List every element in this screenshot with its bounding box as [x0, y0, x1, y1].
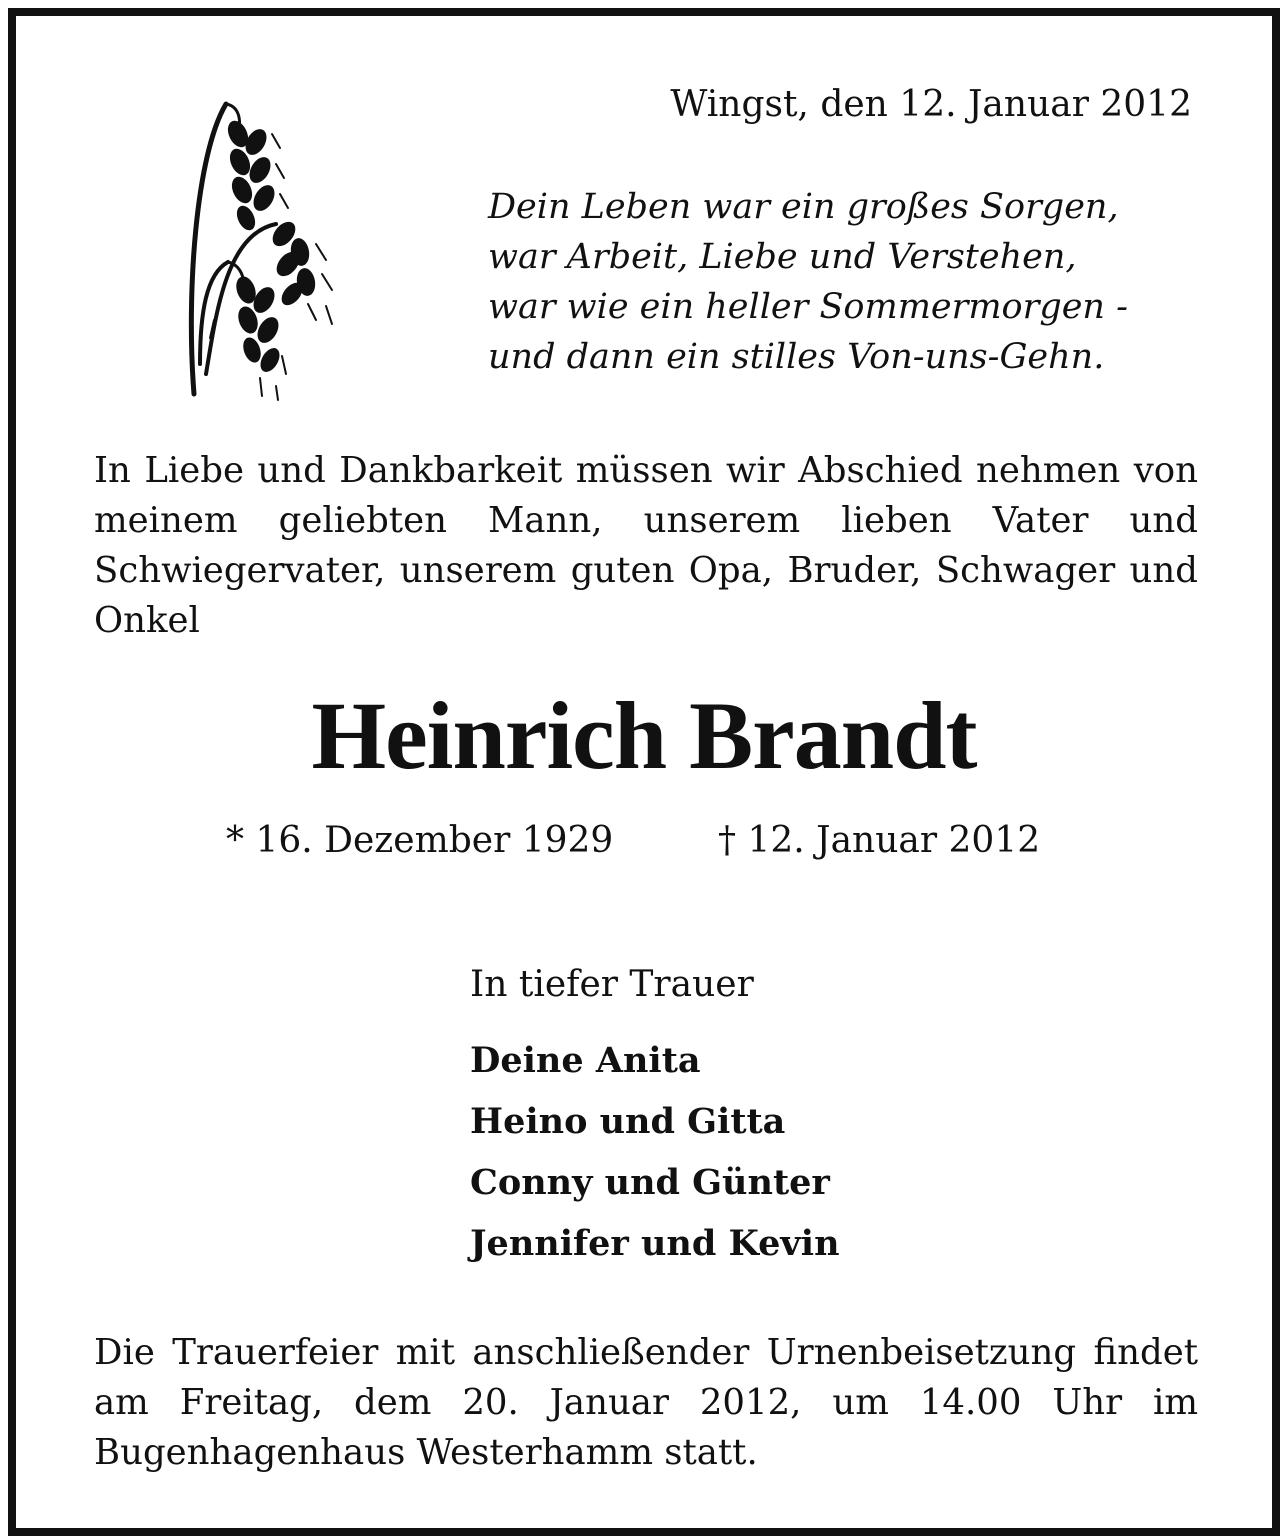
- signatory: Deine Anita: [470, 1040, 701, 1081]
- death-date: † 12. Januar 2012: [718, 820, 1041, 861]
- poem-line: war Arbeit, Liebe und Verstehen,: [488, 237, 1077, 277]
- signatories-list: [470, 1030, 840, 1274]
- signatory: Jennifer und Kevin: [470, 1223, 840, 1264]
- wheat-ears-icon: [176, 94, 346, 414]
- poem-line: war wie ein heller Sommermorgen -: [488, 287, 1128, 327]
- funeral-info: Die Trauerfeier mit anschließender Urnenbeisetzung findet am Freitag, dem 20. Januar 2012, um 14.00 Uhr im Bugenhagenhaus Westerhamm statt.: [94, 1332, 1198, 1473]
- obituary-notice: [8, 8, 1280, 1536]
- poem-line: Dein Leben war ein großes Sorgen,: [488, 187, 1119, 227]
- signatory: Conny und Günter: [470, 1162, 830, 1203]
- poem: [488, 182, 1128, 382]
- intro-text: In Liebe und Dankbarkeit müssen wir Abschied nehmen von meinem geliebten Mann, unserem lieben Vater und Schwiegervater, unserem guten Opa, Bruder, Schwager und Onkel: [94, 450, 1198, 641]
- poem-line: und dann ein stilles Von-uns-Gehn.: [488, 337, 1105, 377]
- mourning-phrase: In tiefer Trauer: [470, 964, 754, 1005]
- birth-date: * 16. Dezember 1929: [226, 820, 614, 861]
- place-date: Wingst, den 12. Januar 2012: [670, 84, 1192, 125]
- deceased-name: Heinrich Brandt: [311, 682, 977, 789]
- signatory: Heino und Gitta: [470, 1101, 786, 1142]
